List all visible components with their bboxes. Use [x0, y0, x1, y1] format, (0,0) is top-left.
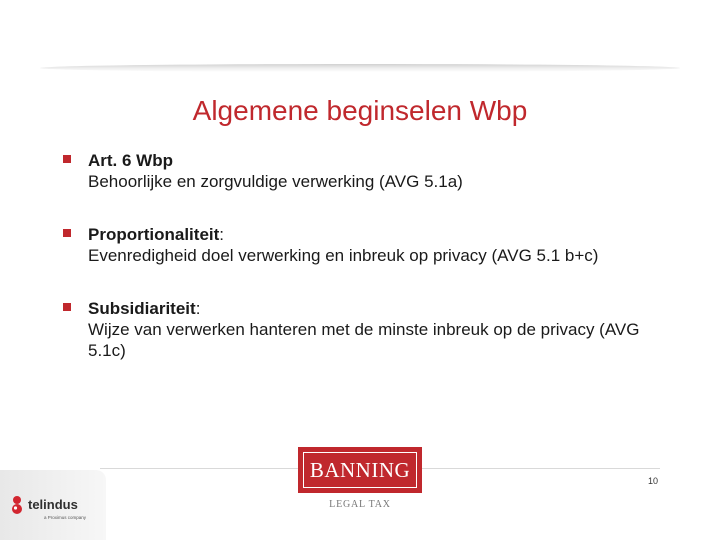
bullet-body: Behoorlijke en zorgvuldige verwerking (AVG 5.1a)	[88, 172, 463, 191]
telindus-logo-icon	[10, 494, 24, 516]
slide-title: Algemene beginselen Wbp	[192, 95, 528, 126]
square-bullet-icon	[63, 155, 71, 163]
telindus-logo-text: telindus	[28, 497, 78, 512]
bullet-heading: Proportionaliteit:	[88, 225, 225, 244]
banning-logo-text: BANNING	[309, 457, 411, 482]
square-bullet-icon	[63, 229, 71, 237]
bullet-body: Wijze van verwerken hanteren met de minste inbreuk op de privacy (AVG 5.1c)	[88, 320, 640, 360]
banning-logo	[298, 447, 422, 493]
top-divider	[40, 64, 680, 72]
square-bullet-icon	[63, 303, 71, 311]
telindus-subtitle: a Proximus company	[44, 515, 87, 520]
banning-tagline: LEGAL TAX	[329, 499, 391, 510]
bullet-list	[60, 150, 660, 389]
banning-logo-frame	[303, 452, 417, 488]
page-number: 10	[648, 476, 659, 486]
bullet-item-subsidiariteit	[60, 298, 660, 361]
bullet-item-art6	[60, 150, 660, 192]
bullet-body: Evenredigheid doel verwerking en inbreuk op privacy (AVG 5.1 b+c)	[88, 246, 599, 265]
bullet-heading: Subsidiariteit:	[88, 299, 201, 318]
bullet-heading: Art. 6 Wbp	[88, 151, 173, 170]
bullet-item-proportionaliteit	[60, 224, 660, 266]
